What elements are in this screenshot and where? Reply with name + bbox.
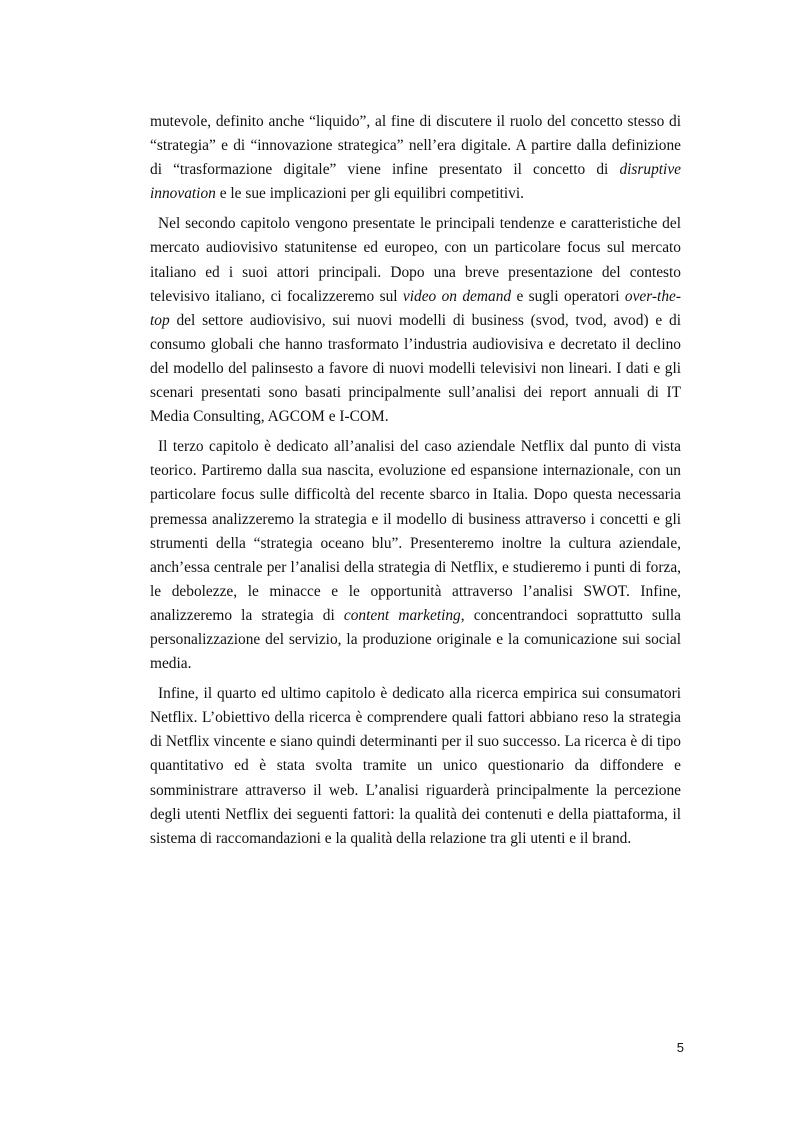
text-segment: mutevole, definito anche “liquido”, al fine di discutere il ruolo del concetto stesso di “strategia” e di “innovazione strategica” nell’era digitale. A partire dalla definizione di “trasformazione digitale” viene infine presentato il concetto di (150, 113, 681, 179)
text-segment: e sugli operatori (511, 287, 625, 305)
text-segment: Nel secondo capitolo vengono presentate le principali tendenze e caratteristiche del mercato audiovisivo statunitense ed europeo, con un particolare focus sul mercato italiano ed i suoi attori principali. Dopo una breve presentazione del contesto televisivo italiano, ci focalizzeremo sul (150, 215, 681, 305)
italic-term: content marketing (343, 606, 461, 624)
italic-term: disruptive innovation (150, 161, 681, 203)
text-segment: Il terzo capitolo è dedicato all’analisi del caso aziendale Netflix dal punto di vista teorico. Partiremo dalla sua nascita, evoluzione ed espansione internazionale, con un particolare focus sulle difficoltà del recente sbarco in Italia. Dopo questa necessaria premessa analizzeremo la strategia e il modello di business attraverso i concetti e gli strumenti della “strategia oceano blu”. Presenteremo inoltre la cultura aziendale, anch’essa centrale per l’analisi della strategia di Netflix, e studieremo i punti di forza, le debolezze, le minacce e le opportunità attraverso l’analisi SWOT. Infine, analizzeremo la strategia di (150, 438, 681, 624)
paragraph-intro-continuation (150, 110, 681, 206)
text-segment: Infine, il quarto ed ultimo capitolo è dedicato alla ricerca empirica sui consumatori Netflix. L’obiettivo della ricerca è comprendere quali fattori abbiano reso la strategia di Netflix vincente e siano quindi determinanti per il suo successo. La ricerca è di tipo quantitativo ed è stata svolta tramite un unico questionario da diffondere e somministrare attraverso il web. L’analisi riguarderà principalmente la percezione degli utenti Netflix dei seguenti fattori: la qualità dei contenuti e della piattaforma, il sistema di raccomandazioni e la qualità della relazione tra gli utenti e il brand. (150, 685, 681, 847)
paragraph-chapter-3 (150, 435, 681, 676)
paragraph-chapter-4 (150, 682, 681, 851)
italic-term: video on demand (402, 287, 512, 305)
italic-term: over-the-top (150, 287, 681, 329)
text-segment: e le sue implicazioni per gli equilibri competitivi. (215, 185, 525, 203)
text-segment: , concentrandoci soprattutto sulla personalizzazione del servizio, la produzione originale e la comunicazione sui social media. (150, 606, 681, 673)
paragraph-chapter-2 (150, 212, 681, 429)
text-segment: del settore audiovisivo, sui nuovi modelli di business (svod, tvod, avod) e di consumo globali che hanno trasformato l’industria audiovisiva e decretato il declino del modello del palinsesto a favore di nuovi modelli televisivi non lineari. I dati e gli scenari presentati sono basati principalmente sull’analisi dei report annuali di IT Media Consulting, AGCOM e I-COM. (150, 311, 681, 426)
body-text (150, 110, 681, 857)
page-number: 5 (676, 1040, 684, 1055)
